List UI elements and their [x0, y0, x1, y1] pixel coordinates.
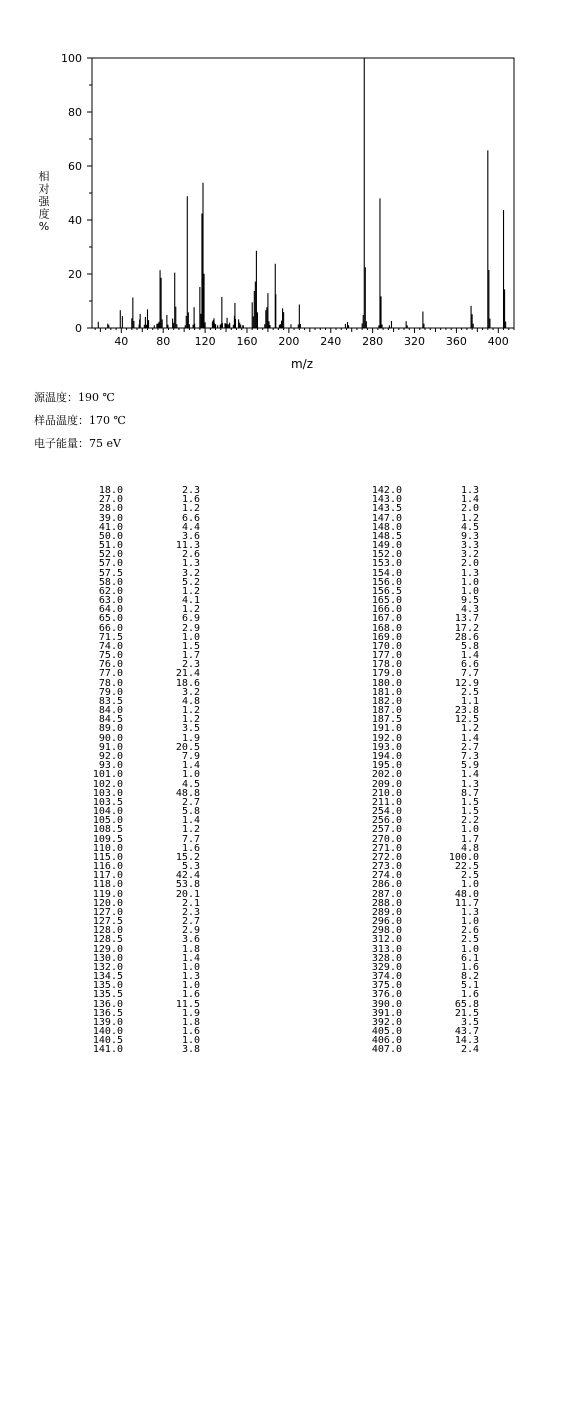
peak-table-left — [75, 486, 200, 1055]
abundance-value: 5.3 — [181, 861, 200, 873]
abundance-value: 2.9 — [181, 925, 200, 937]
abundance-value: 5.2 — [181, 576, 200, 588]
mz-value: 132.0 — [92, 961, 123, 973]
mz-value: 177.0 — [371, 650, 402, 662]
mz-value: 57.5 — [98, 567, 123, 579]
mz-value: 168.0 — [371, 622, 402, 634]
sample-temperature-label: 样品温度： — [34, 414, 89, 427]
x-tick-label: 240 — [320, 335, 342, 348]
mz-value: 391.0 — [371, 1007, 402, 1019]
abundance-value: 2.5 — [460, 870, 479, 882]
mz-value: 141.0 — [92, 1044, 123, 1056]
mz-value: 76.0 — [98, 659, 123, 671]
abundance-value: 1.6 — [181, 842, 200, 854]
abundance-value: 3.2 — [181, 686, 200, 698]
abundance-value: 13.7 — [454, 613, 479, 625]
mz-value: 92.0 — [98, 750, 123, 762]
mz-value: 90.0 — [98, 732, 123, 744]
abundance-value: 1.6 — [181, 1026, 200, 1038]
abundance-value: 6.1 — [460, 952, 479, 964]
mz-value: 118.0 — [92, 879, 123, 891]
mz-value: 103.5 — [92, 796, 123, 808]
abundance-value: 1.2 — [460, 723, 479, 735]
abundance-value: 2.1 — [181, 897, 200, 909]
abundance-value: 1.3 — [181, 558, 200, 570]
mz-value: 152.0 — [371, 549, 402, 561]
x-tick-label: 400 — [487, 335, 509, 348]
abundance-value: 2.5 — [460, 934, 479, 946]
mz-value: 156.5 — [371, 585, 402, 597]
mz-value: 115.0 — [92, 851, 123, 863]
abundance-value: 4.8 — [460, 842, 479, 854]
mz-value: 181.0 — [371, 686, 402, 698]
abundance-value: 8.7 — [460, 787, 479, 799]
mz-value: 62.0 — [98, 585, 123, 597]
mz-value: 57.0 — [98, 558, 123, 570]
abundance-value: 100.0 — [448, 851, 479, 863]
mz-value: 313.0 — [371, 943, 402, 955]
mz-value: 374.0 — [371, 971, 402, 983]
y-axis-label — [39, 169, 51, 233]
abundance-value: 11.5 — [175, 998, 200, 1010]
mz-value: 129.0 — [92, 943, 123, 955]
x-tick-label: 360 — [445, 335, 467, 348]
peak-table-right — [354, 486, 479, 1055]
x-tick-label: 200 — [278, 335, 300, 348]
mz-value: 134.5 — [92, 971, 123, 983]
abundance-value: 7.7 — [460, 668, 479, 680]
mz-value: 287.0 — [371, 888, 402, 900]
mz-value: 93.0 — [98, 760, 123, 772]
mz-value: 135.0 — [92, 980, 123, 992]
mz-value: 66.0 — [98, 622, 123, 634]
mz-value: 273.0 — [371, 861, 402, 873]
abundance-value: 1.3 — [460, 778, 479, 790]
mz-value: 39.0 — [98, 512, 123, 524]
y-tick-label: 60 — [68, 160, 82, 173]
mz-value: 149.0 — [371, 540, 402, 552]
mz-value: 289.0 — [371, 906, 402, 918]
y-tick-label: 80 — [68, 106, 82, 119]
mz-value: 119.0 — [92, 888, 123, 900]
y-axis-label-char: 度 — [38, 207, 50, 221]
abundance-value: 1.0 — [460, 585, 479, 597]
abundance-value: 1.6 — [460, 961, 479, 973]
mz-value: 390.0 — [371, 998, 402, 1010]
abundance-value: 1.2 — [181, 503, 200, 515]
mz-value: 136.0 — [92, 998, 123, 1010]
x-tick-label: 320 — [404, 335, 426, 348]
mz-value: 298.0 — [371, 925, 402, 937]
mz-value: 75.0 — [98, 650, 123, 662]
abundance-value: 43.7 — [454, 1026, 479, 1038]
spectrum-peaks — [98, 58, 505, 328]
abundance-value: 1.6 — [181, 989, 200, 1001]
mz-value: 167.0 — [371, 613, 402, 625]
abundance-value: 21.4 — [175, 668, 200, 680]
abundance-value: 1.8 — [181, 1016, 200, 1028]
mz-value: 77.0 — [98, 668, 123, 680]
mz-value: 91.0 — [98, 741, 123, 753]
abundance-value: 20.5 — [175, 741, 200, 753]
x-tick-label: 40 — [114, 335, 129, 348]
abundance-value: 23.8 — [454, 705, 479, 717]
abundance-value: 1.7 — [181, 650, 200, 662]
electron-energy — [34, 435, 121, 451]
abundance-value: 1.4 — [460, 769, 479, 781]
axis-ticks — [87, 58, 514, 333]
abundance-value: 7.9 — [181, 750, 200, 762]
mz-value: 84.5 — [98, 714, 123, 726]
mz-value: 254.0 — [371, 806, 402, 818]
mz-value: 179.0 — [371, 668, 402, 680]
abundance-value: 48.0 — [454, 888, 479, 900]
mz-value: 116.0 — [92, 861, 123, 873]
mz-value: 148.5 — [371, 530, 402, 542]
mz-value: 104.0 — [92, 806, 123, 818]
abundance-value: 4.5 — [181, 778, 200, 790]
mz-value: 194.0 — [371, 750, 402, 762]
abundance-value: 20.1 — [175, 888, 200, 900]
abundance-value: 3.2 — [181, 567, 200, 579]
sample-temperature — [34, 412, 126, 428]
abundance-value: 9.3 — [460, 530, 479, 542]
mz-value: 74.0 — [98, 640, 123, 652]
mz-value: 178.0 — [371, 659, 402, 671]
abundance-value: 1.9 — [181, 1007, 200, 1019]
mz-value: 109.5 — [92, 833, 123, 845]
abundance-value: 1.0 — [181, 1035, 200, 1047]
mz-value: 210.0 — [371, 787, 402, 799]
mz-value: 89.0 — [98, 723, 123, 735]
abundance-value: 2.5 — [460, 686, 479, 698]
mz-value: 140.5 — [92, 1035, 123, 1047]
y-tick-label: 0 — [75, 322, 82, 335]
abundance-value: 6.6 — [181, 512, 200, 524]
abundance-value: 2.0 — [460, 558, 479, 570]
abundance-value: 14.3 — [454, 1035, 479, 1047]
abundance-value: 2.3 — [181, 659, 200, 671]
mz-value: 272.0 — [371, 851, 402, 863]
mz-value: 64.0 — [98, 604, 123, 616]
mz-value: 187.5 — [371, 714, 402, 726]
mz-value: 120.0 — [92, 897, 123, 909]
source-temperature-label: 源温度： — [34, 391, 78, 404]
mz-value: 28.0 — [98, 503, 123, 515]
abundance-value: 1.4 — [460, 494, 479, 506]
abundance-value: 2.4 — [460, 1044, 479, 1056]
mz-value: 209.0 — [371, 778, 402, 790]
abundance-value: 18.6 — [175, 677, 200, 689]
abundance-value: 1.4 — [460, 732, 479, 744]
mz-value: 296.0 — [371, 916, 402, 928]
abundance-value: 1.1 — [460, 695, 479, 707]
abundance-value: 1.6 — [460, 989, 479, 1001]
mz-value: 83.5 — [98, 695, 123, 707]
y-axis-label-char: % — [38, 220, 50, 233]
mz-value: 182.0 — [371, 695, 402, 707]
x-tick-label: 160 — [236, 335, 258, 348]
abundance-value: 1.2 — [181, 714, 200, 726]
mz-value: 392.0 — [371, 1016, 402, 1028]
abundance-value: 42.4 — [175, 870, 200, 882]
mz-value: 195.0 — [371, 760, 402, 772]
abundance-value: 2.7 — [460, 741, 479, 753]
mz-value: 156.0 — [371, 576, 402, 588]
abundance-value: 1.3 — [460, 485, 479, 496]
abundance-value: 1.5 — [460, 796, 479, 808]
mz-value: 117.0 — [92, 870, 123, 882]
mz-value: 140.0 — [92, 1026, 123, 1038]
abundance-value: 1.9 — [181, 732, 200, 744]
abundance-value: 4.4 — [181, 521, 200, 533]
abundance-value: 1.0 — [181, 631, 200, 643]
abundance-value: 1.0 — [181, 961, 200, 973]
mz-value: 274.0 — [371, 870, 402, 882]
mz-value: 51.0 — [98, 540, 123, 552]
abundance-value: 12.9 — [454, 677, 479, 689]
abundance-value: 3.3 — [460, 540, 479, 552]
abundance-value: 1.0 — [460, 824, 479, 836]
abundance-value: 3.8 — [181, 1044, 200, 1056]
mz-value: 256.0 — [371, 815, 402, 827]
mz-value: 143.5 — [371, 503, 402, 515]
mz-value: 84.0 — [98, 705, 123, 717]
table-row — [354, 1045, 479, 1054]
abundance-value: 1.5 — [181, 640, 200, 652]
abundance-value: 17.2 — [454, 622, 479, 634]
y-tick-label: 100 — [61, 52, 82, 65]
abundance-value: 5.8 — [181, 806, 200, 818]
mz-value: 128.0 — [92, 925, 123, 937]
abundance-value: 7.7 — [181, 833, 200, 845]
mz-value: 407.0 — [371, 1044, 402, 1056]
mz-value: 71.5 — [98, 631, 123, 643]
abundance-value: 1.5 — [460, 806, 479, 818]
abundance-value: 1.8 — [181, 943, 200, 955]
mz-value: 312.0 — [371, 934, 402, 946]
abundance-value: 1.3 — [181, 971, 200, 983]
abundance-value: 53.8 — [175, 879, 200, 891]
electron-energy-label: 电子能量： — [34, 437, 89, 450]
abundance-value: 1.0 — [460, 879, 479, 891]
abundance-value: 48.8 — [175, 787, 200, 799]
mz-value: 286.0 — [371, 879, 402, 891]
mz-value: 142.0 — [371, 485, 402, 496]
mz-value: 102.0 — [92, 778, 123, 790]
mz-value: 108.5 — [92, 824, 123, 836]
mz-value: 105.0 — [92, 815, 123, 827]
mz-value: 78.0 — [98, 677, 123, 689]
abundance-value: 4.3 — [460, 604, 479, 616]
mz-value: 211.0 — [371, 796, 402, 808]
mz-value: 79.0 — [98, 686, 123, 698]
mz-value: 110.0 — [92, 842, 123, 854]
abundance-value: 28.6 — [454, 631, 479, 643]
abundance-value: 2.7 — [181, 796, 200, 808]
abundance-value: 2.2 — [460, 815, 479, 827]
mz-value: 128.5 — [92, 934, 123, 946]
mz-value: 193.0 — [371, 741, 402, 753]
abundance-value: 2.9 — [181, 622, 200, 634]
mz-value: 136.5 — [92, 1007, 123, 1019]
mz-value: 139.0 — [92, 1016, 123, 1028]
mz-value: 376.0 — [371, 989, 402, 1001]
mz-value: 405.0 — [371, 1026, 402, 1038]
x-tick-label: 80 — [156, 335, 171, 348]
mz-value: 130.0 — [92, 952, 123, 964]
mz-value: 170.0 — [371, 640, 402, 652]
abundance-value: 3.6 — [181, 530, 200, 542]
mz-value: 329.0 — [371, 961, 402, 973]
mz-value: 169.0 — [371, 631, 402, 643]
abundance-value: 9.5 — [460, 595, 479, 607]
y-axis-label-char: 相 — [38, 170, 50, 183]
abundance-value: 1.4 — [181, 952, 200, 964]
abundance-value: 5.1 — [460, 980, 479, 992]
y-tick-labels — [61, 52, 82, 335]
abundance-value: 22.5 — [454, 861, 479, 873]
abundance-value: 11.7 — [454, 897, 479, 909]
mz-value: 27.0 — [98, 494, 123, 506]
abundance-value: 1.2 — [181, 585, 200, 597]
abundance-value: 1.4 — [181, 815, 200, 827]
mz-value: 257.0 — [371, 824, 402, 836]
abundance-value: 3.5 — [181, 723, 200, 735]
mz-value: 375.0 — [371, 980, 402, 992]
abundance-value: 2.3 — [181, 485, 200, 496]
mz-value: 103.0 — [92, 787, 123, 799]
mz-value: 180.0 — [371, 677, 402, 689]
mz-value: 127.5 — [92, 916, 123, 928]
abundance-value: 6.6 — [460, 659, 479, 671]
plot-frame — [92, 58, 514, 328]
mass-spectrum-chart — [0, 0, 570, 380]
abundance-value: 1.0 — [460, 943, 479, 955]
abundance-value: 21.5 — [454, 1007, 479, 1019]
mz-value: 127.0 — [92, 906, 123, 918]
mz-value: 148.0 — [371, 521, 402, 533]
source-temperature — [34, 389, 115, 405]
mz-value: 58.0 — [98, 576, 123, 588]
mz-value: 288.0 — [371, 897, 402, 909]
mz-value: 166.0 — [371, 604, 402, 616]
mz-value: 165.0 — [371, 595, 402, 607]
abundance-value: 1.2 — [460, 512, 479, 524]
x-tick-label: 280 — [362, 335, 384, 348]
abundance-value: 2.7 — [181, 916, 200, 928]
mz-value: 101.0 — [92, 769, 123, 781]
abundance-value: 1.0 — [460, 576, 479, 588]
abundance-value: 1.7 — [460, 833, 479, 845]
abundance-value: 2.0 — [460, 503, 479, 515]
electron-energy-value: 75 eV — [89, 437, 121, 450]
abundance-value: 1.0 — [460, 916, 479, 928]
abundance-value: 15.2 — [175, 851, 200, 863]
abundance-value: 4.8 — [181, 695, 200, 707]
mz-value: 328.0 — [371, 952, 402, 964]
abundance-value: 1.2 — [181, 705, 200, 717]
abundance-value: 1.6 — [181, 494, 200, 506]
x-axis-label: m/z — [290, 357, 314, 371]
mz-value: 65.0 — [98, 613, 123, 625]
mz-value: 153.0 — [371, 558, 402, 570]
mz-value: 187.0 — [371, 705, 402, 717]
mz-value: 135.5 — [92, 989, 123, 1001]
abundance-value: 1.4 — [181, 760, 200, 772]
y-tick-label: 40 — [68, 214, 82, 227]
mz-value: 202.0 — [371, 769, 402, 781]
abundance-value: 12.5 — [454, 714, 479, 726]
mz-value: 50.0 — [98, 530, 123, 542]
abundance-value: 2.3 — [181, 906, 200, 918]
abundance-value: 1.2 — [181, 604, 200, 616]
mz-value: 143.0 — [371, 494, 402, 506]
abundance-value: 1.3 — [460, 567, 479, 579]
mz-value: 63.0 — [98, 595, 123, 607]
abundance-value: 1.0 — [181, 980, 200, 992]
source-temperature-value: 190 ℃ — [78, 391, 115, 404]
abundance-value: 8.2 — [460, 971, 479, 983]
mz-value: 271.0 — [371, 842, 402, 854]
mz-value: 406.0 — [371, 1035, 402, 1047]
abundance-value: 4.5 — [460, 521, 479, 533]
abundance-value: 7.3 — [460, 750, 479, 762]
sample-temperature-value: 170 ℃ — [89, 414, 126, 427]
mz-value: 41.0 — [98, 521, 123, 533]
abundance-value: 3.6 — [181, 934, 200, 946]
y-axis-label-char: 对 — [38, 182, 50, 196]
table-row — [75, 1045, 200, 1054]
mz-value: 192.0 — [371, 732, 402, 744]
abundance-value: 6.9 — [181, 613, 200, 625]
abundance-value: 65.8 — [454, 998, 479, 1010]
abundance-value: 2.6 — [181, 549, 200, 561]
abundance-value: 1.3 — [460, 906, 479, 918]
mz-value: 270.0 — [371, 833, 402, 845]
x-tick-label: 120 — [194, 335, 216, 348]
abundance-value: 1.4 — [460, 650, 479, 662]
y-axis-label-char: 强 — [38, 195, 50, 208]
abundance-value: 5.8 — [460, 640, 479, 652]
abundance-value: 3.5 — [460, 1016, 479, 1028]
mz-value: 191.0 — [371, 723, 402, 735]
abundance-value: 3.2 — [460, 549, 479, 561]
abundance-value: 5.9 — [460, 760, 479, 772]
mz-value: 18.0 — [98, 485, 123, 496]
y-tick-label: 20 — [68, 268, 82, 281]
abundance-value: 1.0 — [181, 769, 200, 781]
mz-value: 154.0 — [371, 567, 402, 579]
abundance-value: 2.6 — [460, 925, 479, 937]
mz-value: 147.0 — [371, 512, 402, 524]
mz-value: 52.0 — [98, 549, 123, 561]
abundance-value: 1.2 — [181, 824, 200, 836]
abundance-value: 11.3 — [175, 540, 200, 552]
x-tick-labels — [114, 335, 508, 348]
abundance-value: 4.1 — [181, 595, 200, 607]
